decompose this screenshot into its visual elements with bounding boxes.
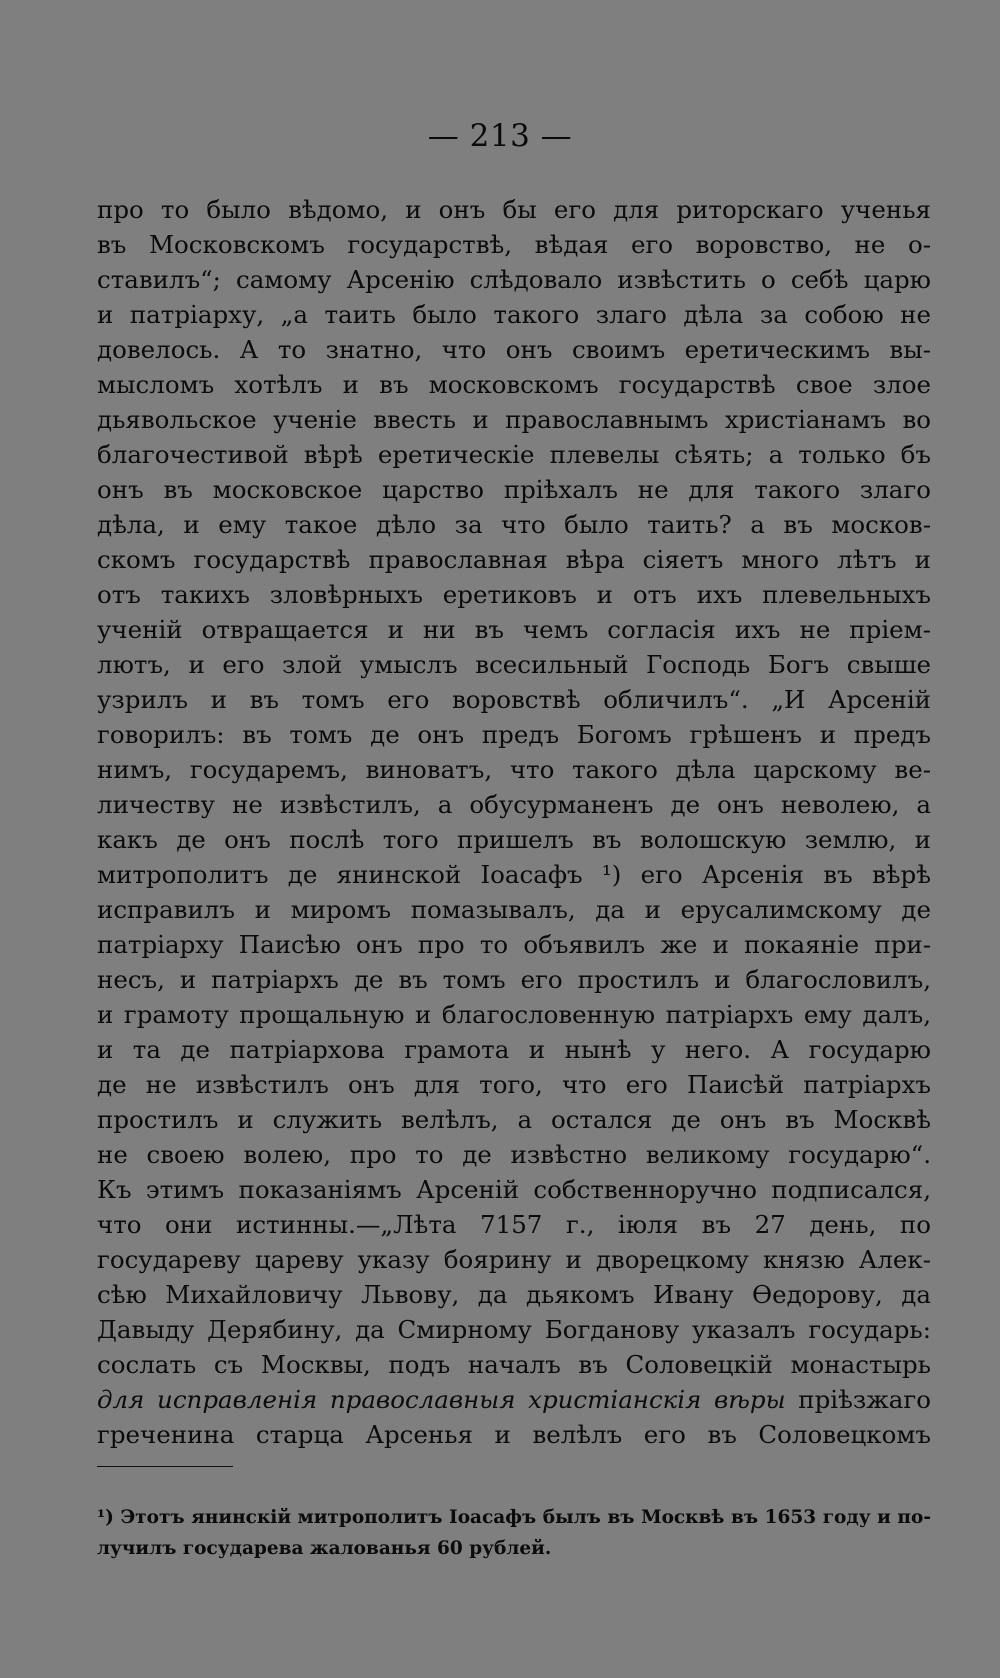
body-text xyxy=(97,192,931,1452)
text-line: что они истинны.—„Лѣта 7157 г., іюля въ 27 день, по xyxy=(97,1210,931,1239)
footnotes xyxy=(97,1502,931,1564)
text-line: и грамоту прощальную и благословенную патріархъ ему далъ, xyxy=(97,1000,931,1029)
text-line: довелось. А то знатно, что онъ своимъ еретическимъ вы- xyxy=(97,335,931,364)
text-line: скомъ государствѣ православная вѣра сіяетъ много лѣтъ и xyxy=(97,545,931,574)
text-line: государеву цареву указу боярину и дворецкому князю Алек- xyxy=(97,1245,931,1274)
text-line: дьявольское ученіе ввесть и православнымъ христіанамъ во xyxy=(97,405,931,434)
text-line: и патріарху, „а таить было такого злаго дѣла за собою не xyxy=(97,300,931,329)
text-line: не своею волею, про то де извѣстно великому государю“. xyxy=(97,1140,931,1169)
text-line: патріарху Паисѣю онъ про то объявилъ же и покаяніе при- xyxy=(97,930,931,959)
text-line: сослать съ Москвы, подъ началъ въ Соловецкій монастырь xyxy=(97,1350,931,1379)
text-line: благочестивой вѣрѣ еретическіе плевелы сѣять; а только бъ xyxy=(97,440,931,469)
text-line: говорилъ: въ томъ де онъ предъ Богомъ грѣшенъ и предъ xyxy=(97,720,931,749)
text-line: про то было вѣдомо, и онъ бы его для риторскаго ученья xyxy=(97,195,931,224)
text-line: какъ де онъ послѣ того пришелъ въ волошскую землю, и xyxy=(97,825,931,854)
text-line: Давыду Дерябину, да Смирному Богданову указалъ государь: xyxy=(97,1315,931,1344)
text-line: личеству не извѣстилъ, а обусурманенъ де онъ неволею, а xyxy=(97,790,931,819)
footnote-divider xyxy=(97,1466,233,1467)
text-line: митрополитъ де янинской Іоасафъ ¹) его Арсенія въ вѣрѣ xyxy=(97,860,931,889)
page-number: — 213 — xyxy=(427,118,573,154)
text-line: мысломъ хотѣлъ и въ московскомъ государствѣ свое злое xyxy=(97,370,931,399)
text-line: Къ этимъ показаніямъ Арсеній собственноручно подписался, xyxy=(97,1175,931,1204)
text-line: греченина старца Арсенья и велѣлъ его въ Соловецкомъ xyxy=(97,1420,931,1449)
text-line-italic xyxy=(97,1382,931,1417)
text-line: сѣю Михайловичу Львову, да дьякомъ Ивану Ѳедорову, да xyxy=(97,1280,931,1309)
italic-phrase: для исправленія православныя христіанскія вѣры xyxy=(97,1385,786,1414)
text-line: онъ въ московское царство пріѣхалъ не для такого злаго xyxy=(97,475,931,504)
text-line: несъ, и патріархъ де въ томъ его простилъ и благословилъ, xyxy=(97,965,931,994)
text-line: дѣла, и ему такое дѣло за что было таить? а въ москов- xyxy=(97,510,931,539)
text-line: въ Московскомъ государствѣ, вѣдая его воровство, не о- xyxy=(97,230,931,259)
text-line: ставилъ“; самому Арсенію слѣдовало извѣстить о себѣ царю xyxy=(97,265,931,294)
text-line: отъ такихъ зловѣрныхъ еретиковъ и отъ ихъ плевельныхъ xyxy=(97,580,931,609)
text-line: ученій отвращается и ни въ чемъ согласія ихъ не пріем- xyxy=(97,615,931,644)
text-line: простилъ и служить велѣлъ, а остался де онъ въ Москвѣ xyxy=(97,1105,931,1134)
text-fragment: пріѣзжаго xyxy=(785,1385,931,1414)
text-line: де не извѣстилъ онъ для того, что его Паисѣй патріархъ xyxy=(97,1070,931,1099)
text-line: исправилъ и миромъ помазывалъ, да и ерусалимскому де xyxy=(97,895,931,924)
text-line: и та де патріархова грамота и нынѣ у него. А государю xyxy=(97,1035,931,1064)
text-line: нимъ, государемъ, виноватъ, что такого дѣла царскому ве- xyxy=(97,755,931,784)
footnote-line: ¹) Этотъ янинскій митрополитъ Іоасафъ былъ въ Москвѣ въ 1653 году и по- xyxy=(97,1507,931,1528)
footnote-line: лучилъ государева жалованья 60 рублей. xyxy=(97,1538,552,1559)
text-line: узрилъ и въ томъ его воровствѣ обличилъ“. „И Арсеній xyxy=(97,685,931,714)
text-line: лютъ, и его злой умыслъ всесильный Господь Богъ свыше xyxy=(97,650,931,679)
